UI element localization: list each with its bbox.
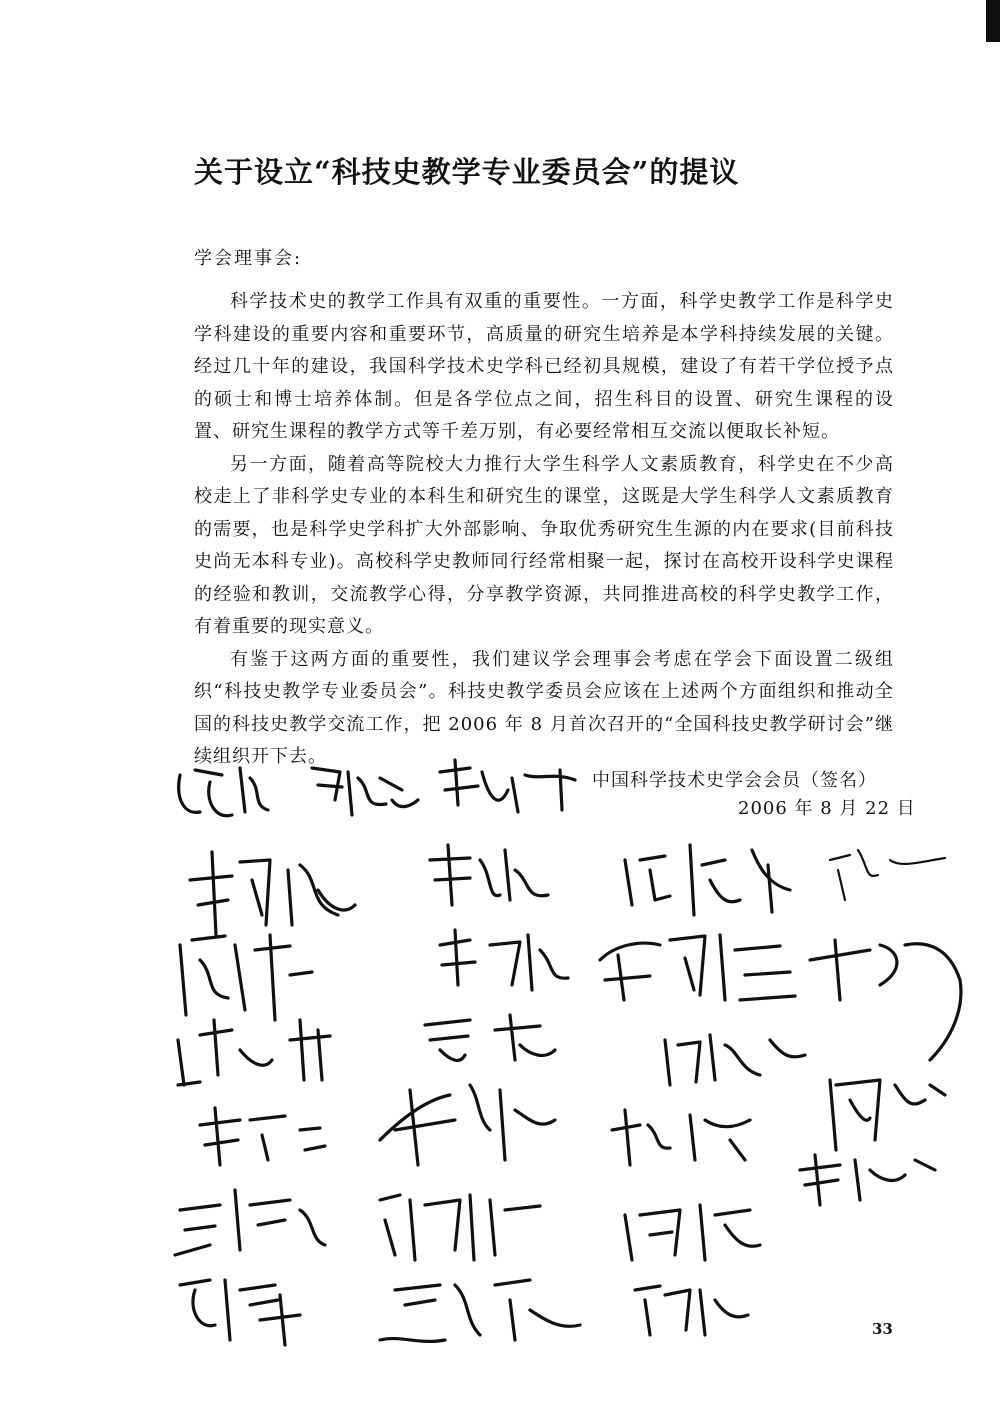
signature-14 [665, 1035, 805, 1085]
signature-12 [178, 1020, 330, 1085]
paragraph-3: 有鉴于这两方面的重要性，我们建议学会理事会考虑在学会下面设置二级组织“科技史教学专业委员会”。科技史教学委员会应该在上述两个方面组织和推动全国的科技史教学交流工作，把 2006 年 8 月首次召开的“全国科技史教学研讨会”继续组织开下去。 [194, 648, 894, 767]
scan-corner-mark [986, 0, 1000, 42]
signature-18 [830, 1080, 945, 1150]
proposal-body [194, 286, 894, 774]
paragraph-1: 科学技术史的教学工作具有双重的重要性。一方面，科学史教学工作是科学史学科建设的重要内容和重要环节，高质量的研究生培养是本学科持续发展的关键。经过几十年的建设，我国科学技术史学科已经初具规模，建设了有若干学位授予点的硕士和博士培养体制。但是各学位点之间，招生科目的设置、研究生课程的设置、研究生课程的教学方式等千差万别，有必要经常相互交流以便取长补短。 [194, 291, 894, 442]
signature-4 [190, 852, 355, 935]
signature-13 [425, 1015, 555, 1060]
signature-20 [380, 1195, 540, 1260]
member-signature-line: 中国科学技术史学会会员（签名） [592, 770, 877, 791]
signature-15 [200, 1108, 325, 1165]
signature-1 [179, 768, 268, 816]
signature-22 [800, 1155, 935, 1205]
signature-10 [600, 935, 795, 1000]
signature-23 [180, 1280, 300, 1345]
signature-25 [635, 1286, 748, 1335]
signature-2 [312, 768, 418, 815]
signature-24 [380, 1280, 580, 1341]
signature-9 [440, 930, 568, 990]
signature-21 [625, 1205, 760, 1260]
signature-11 [810, 940, 961, 1060]
signature-8 [180, 935, 312, 1020]
signature-5 [430, 845, 548, 905]
signature-7 [830, 850, 945, 900]
proposal-date: 2006 年 8 月 22 日 [738, 798, 916, 819]
paragraph-2: 另一方面，随着高等院校大力推行大学生科学人文素质教育，科学史在不少高校走上了非科学史专业的本科生和研究生的课堂，这既是大学生科学人文素质教育的需要，也是科学史学科扩大外部影响、争取优秀研究生生源的内在要求(目前科技史尚无本科专业)。高校科学史教师同行经常相聚一起，探讨在高校开设科学史课程的经验和教训，交流教学心得，分享教学资源，共同推进高校的科学史教学工作，有着重要的现实意义。 [194, 453, 894, 637]
document-title: 关于设立“科技史教学专业委员会”的提议 [194, 155, 740, 189]
page-number: 33 [872, 1320, 893, 1338]
salutation: 学会理事会: [194, 248, 303, 269]
signature-6 [625, 845, 790, 915]
signature-17 [612, 1110, 750, 1165]
signature-19 [175, 1190, 325, 1255]
signature-16 [380, 1085, 555, 1165]
